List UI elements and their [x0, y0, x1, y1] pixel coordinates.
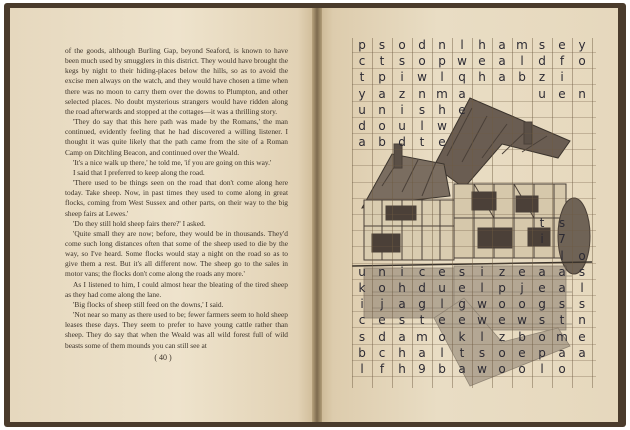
grid-letter: h [398, 345, 406, 360]
grid-letter: i [480, 264, 484, 279]
grid-letter: o [438, 329, 446, 344]
grid-letter: d [378, 329, 386, 344]
grid-letter: w [457, 54, 467, 69]
grid-letter: o [518, 297, 526, 312]
grid-letter: c [378, 345, 386, 360]
grid-letter: e [578, 329, 586, 344]
grid-letter: w [517, 313, 527, 328]
grid-letter: p [358, 38, 366, 52]
grid-row-line [352, 117, 596, 118]
grid-letter: u [538, 86, 546, 101]
grid-letter: n [578, 313, 586, 328]
grid-letter: l [520, 54, 524, 69]
grid-row-line [352, 230, 596, 231]
paragraph: 'Quite small they are now; before, they would be in thousands. They'd come such long distances often that some of the sheep used to die by the way, so I've heard. Some flocks would stay a night on the road so as to give them a rest. But it's all different now. The sheep go to the sales in motor vans; the flocks don't come along the roads any more.' [65, 228, 288, 279]
grid-letter: w [417, 70, 427, 85]
grid-letter: w [477, 297, 487, 312]
grid-letter: k [458, 329, 466, 344]
grid-letter: o [398, 38, 406, 52]
grid-letter: t [559, 313, 565, 328]
grid-letter: i [360, 297, 364, 312]
grid-letter: w [477, 313, 487, 328]
grid-row-line [352, 311, 596, 312]
grid-letter: s [538, 313, 546, 328]
grid-letter: y [358, 86, 366, 101]
paragraph: I said that I preferred to keep along the road. [73, 167, 205, 177]
grid-letter: c [358, 54, 366, 69]
grid-letter: b [438, 362, 446, 376]
grid-letter: m [436, 86, 448, 101]
grid-letter: m [516, 38, 528, 52]
paragraph: of the goods, although Burling Gap, beyond Seaford, is known to have been much used by smugglers in this district. They would have brought the kegs by night to their hiding-places below the hills, so as to avoid the excise men always on the watch, and they would have chosen a time when there was no moon to carry them over the downs to Plumpton, and other selected places. No doubt mysterious strangers would have ridden along the road afterwards and stopped at the cottages—it was a thrilling story. [65, 46, 288, 116]
grid-letter: p [438, 54, 446, 69]
grid-letter: b [358, 345, 366, 360]
grid-letter: s [538, 38, 546, 52]
grid-letter: t [379, 54, 385, 69]
paragraph: 'It's a nice walk up there,' he told me, 'if you are going on this way.' [73, 157, 272, 167]
grid-letter: b [518, 329, 526, 344]
grid-letter: j [380, 297, 384, 312]
grid-row-line [352, 327, 596, 328]
grid-row-line [352, 84, 596, 85]
grid-letter: e [538, 281, 546, 295]
grid-letter: h [438, 102, 446, 117]
grid-letter: n [578, 86, 586, 101]
grid-letter: z [498, 329, 506, 344]
grid-letter: s [398, 313, 406, 328]
grid-letter: t [539, 216, 545, 231]
grid-letter: n [378, 264, 386, 279]
grid-letter: s [578, 264, 586, 279]
grid-letter: s [378, 38, 386, 52]
grid-letter: a [498, 54, 506, 69]
grid-letter: s [458, 264, 466, 279]
grid-letter: s [398, 54, 406, 69]
grid-letter: m [416, 329, 428, 344]
grid-letter: a [558, 345, 566, 360]
grid-letter: l [360, 362, 364, 376]
grid-letter: i [400, 102, 404, 117]
grid-letter: e [458, 281, 466, 295]
grid-letter: l [440, 297, 444, 312]
grid-row-line [352, 344, 596, 345]
grid-letter: s [418, 102, 426, 117]
grid-letter: s [558, 297, 566, 312]
grid-letter: e [558, 86, 566, 101]
grid-letter: t [419, 313, 425, 328]
grid-letter: e [438, 264, 446, 279]
grid-letter: n [378, 102, 386, 117]
grid-letter: h [478, 70, 486, 85]
grid-letter: l [480, 329, 484, 344]
grid-letter: e [378, 313, 386, 328]
grid-letter: h [398, 281, 406, 295]
grid-letter: e [498, 313, 506, 328]
grid-letter: n [438, 38, 446, 52]
grid-letter: i [560, 70, 564, 85]
grid-letter: t [419, 135, 425, 150]
grid-letter: o [518, 362, 526, 376]
grid-letter: o [378, 119, 386, 133]
grid-row-line [352, 360, 596, 361]
grid-letter: e [458, 313, 466, 328]
grid-letter: d [418, 38, 426, 52]
grid-letter: p [538, 345, 546, 360]
grid-letter: t [359, 70, 365, 85]
grid-letter: s [478, 345, 486, 360]
grid-letter: a [558, 281, 566, 295]
grid-letter: a [358, 135, 366, 150]
grid-letter: o [378, 281, 386, 295]
grid-letter: f [559, 54, 565, 69]
grid-letter: u [358, 102, 366, 117]
grid-letter: a [578, 345, 586, 360]
grid-letter: l [420, 119, 424, 133]
grid-letter: e [518, 264, 526, 279]
paragraph: 'Big flocks of sheep still feed on the downs,' I said. [73, 299, 224, 309]
grid-letter: t [459, 345, 465, 360]
grid-letter: a [418, 345, 426, 360]
grid-letter: 7 [558, 232, 566, 247]
grid-letter: l [440, 70, 444, 85]
grid-letter: g [458, 297, 466, 312]
grid-letter: p [498, 281, 506, 295]
grid-letter: m [556, 329, 568, 344]
grid-row-line [352, 376, 596, 377]
paragraph: As I listened to him, I could almost hear the bleating of the tired sheep as they had come along the lane. [65, 279, 288, 299]
grid-letter: a [498, 70, 506, 85]
grid-letter: c [358, 313, 366, 328]
grid-row-line [352, 149, 596, 150]
grid-letter: l [460, 38, 464, 52]
grid-letter: s [358, 329, 366, 344]
grid-row-line [352, 263, 596, 264]
grid-letter: z [498, 264, 506, 279]
grid-letter: j [520, 281, 524, 295]
grid-letter: s [558, 216, 566, 231]
grid-letter: s [578, 297, 586, 312]
grid-letter: h [398, 362, 406, 376]
grid-row-line [352, 295, 596, 296]
grid-letter: p [378, 70, 386, 85]
grid-letter: e [478, 54, 486, 69]
grid-letter: z [538, 70, 546, 85]
grid-letter: d [398, 135, 406, 150]
grid-row-line [352, 68, 596, 69]
grid-letter: i [400, 70, 404, 85]
grid-letter: o [578, 54, 586, 69]
right-page [318, 8, 618, 422]
grid-letter: o [498, 362, 506, 376]
grid-row-line [352, 279, 596, 280]
grid-letter: a [458, 86, 466, 101]
grid-letter: z [398, 86, 406, 101]
grid-letter: b [518, 70, 526, 85]
grid-letter: o [538, 329, 546, 344]
grid-letter: u [398, 119, 406, 133]
grid-row-line [352, 165, 596, 166]
grid-letter: g [538, 297, 546, 312]
grid-letter: c [418, 264, 426, 279]
grid-letter: d [418, 281, 426, 295]
grid-letter: o [558, 362, 566, 376]
grid-letter: q [458, 70, 466, 85]
grid-letter: l [540, 362, 544, 376]
grid-letter: 9 [418, 362, 426, 376]
grid-letter: a [558, 264, 566, 279]
grid-letter: n [418, 86, 426, 101]
grid-letter: e [558, 38, 566, 52]
grid-letter: o [418, 54, 426, 69]
grid-letter: u [358, 264, 366, 279]
grid-row-line [352, 214, 596, 215]
page-number: ( 40 ) [154, 353, 172, 362]
grid-row-line [352, 52, 596, 53]
grid-letter: w [437, 119, 447, 133]
grid-letter: a [398, 329, 406, 344]
grid-letter: d [358, 119, 366, 133]
grid-row-line [352, 246, 596, 247]
grid-column-line [592, 38, 593, 388]
grid-letter: a [538, 264, 546, 279]
paragraph: 'Not near so many as there used to be; fewer farmers seem to hold sheep leases these days. They seem to prefer to have young cattle rather than sheep. They do say that when the Weald was all wild forest full of wild beasts some of them mounds you can still see at [65, 310, 288, 350]
grid-letter: i [400, 264, 404, 279]
grid-letter: l [480, 281, 484, 295]
grid-row-line [352, 133, 596, 134]
grid-letter: e [458, 102, 466, 117]
grid-letter: e [438, 313, 446, 328]
grid-letter: d [538, 54, 546, 69]
left-page [10, 8, 316, 422]
grid-letter: w [477, 362, 487, 376]
grid-row-line [352, 198, 596, 199]
grid-letter: y [578, 38, 586, 52]
paragraph: 'Do they still hold sheep fairs there?' I asked. [73, 218, 206, 228]
grid-letter: k [358, 281, 366, 295]
grid-letter: l [440, 345, 444, 360]
grid-letter: u [438, 281, 446, 295]
grid-letter: e [518, 345, 526, 360]
grid-letter: a [398, 297, 406, 312]
paragraph: 'There used to be things seen on the road that don't come along here today. Take sheep. Now, in past times they used to come along in great flocks, coming from West Sussex and other parts, on their way to the big sheep fairs at Lewes.' [65, 178, 288, 218]
grid-letter: b [378, 135, 386, 150]
grid-letter: a [458, 362, 466, 376]
grid-letter: l [560, 248, 564, 263]
grid-letter: o [578, 248, 586, 263]
grid-letter: o [498, 297, 506, 312]
grid-letter: f [379, 362, 385, 376]
grid-letter: i [540, 232, 544, 247]
grid-letter: g [418, 297, 426, 312]
grid-letter: e [438, 135, 446, 150]
grid-letter: a [498, 38, 506, 52]
book-spine [312, 8, 322, 422]
grid-letter: o [498, 345, 506, 360]
grid-row-line [352, 182, 596, 183]
paragraph: 'They do say that this here path was made by the Romans,' the man continued, evidently feeling that he had discovered a willing listener. I thought it was quite likely that the path came from the site of a Roman Camp on Ditchling Beacon, and continued over the Weald. [65, 117, 288, 157]
grid-letter: a [378, 86, 386, 101]
grid-row-line [352, 101, 596, 102]
body-text [65, 46, 288, 351]
grid-letter: l [580, 281, 584, 295]
grid-letter: h [478, 38, 486, 52]
